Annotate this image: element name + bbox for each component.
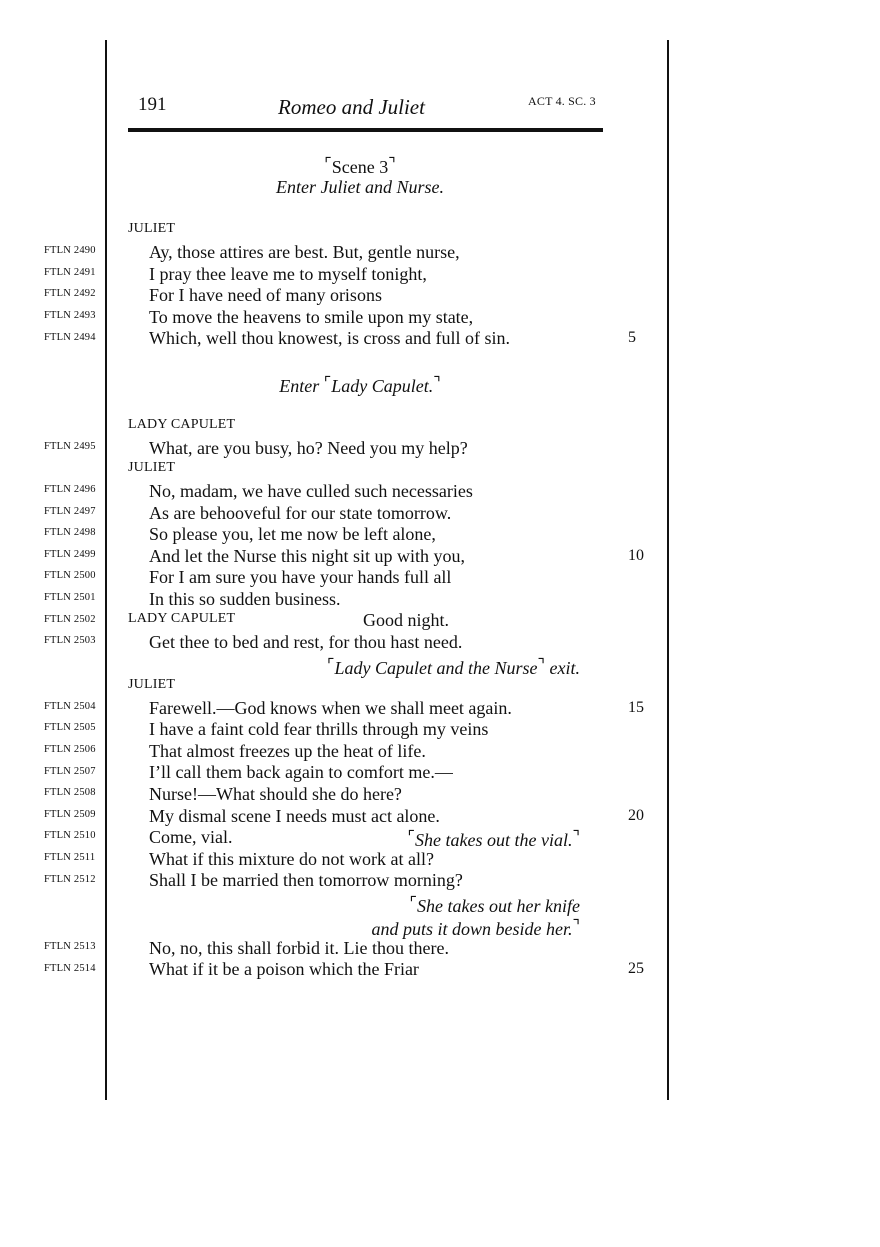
verse-line: Ay, those attires are best. But, gentle nurse, [149, 242, 460, 262]
verse-line: For I am sure you have your hands full all [149, 567, 452, 587]
verse-line: Nurse!—What should she do here? [149, 784, 402, 804]
line-number: 20 [628, 807, 644, 824]
verse-line: So please you, let me now be left alone, [149, 524, 436, 544]
ftln-label: FTLN 2506 [44, 744, 96, 755]
verse-line: I pray thee leave me to myself tonight, [149, 264, 427, 284]
ftln-label: FTLN 2501 [44, 592, 96, 603]
ftln-label: FTLN 2497 [44, 506, 96, 517]
line-number: 25 [628, 960, 644, 977]
ftln-label: FTLN 2512 [44, 874, 96, 885]
ftln-label: FTLN 2502 [44, 614, 96, 625]
verse-line: To move the heavens to smile upon my state, [149, 307, 474, 327]
verse-line: And let the Nurse this night sit up with you, [149, 546, 465, 566]
ftln-label: FTLN 2505 [44, 722, 96, 733]
stage-direction-knife: and puts it down beside her.⌝ [371, 918, 580, 939]
ftln-label: FTLN 2513 [44, 941, 96, 952]
speaker-name: LADY CAPULET [128, 611, 236, 626]
ftln-label: FTLN 2510 [44, 830, 96, 841]
verse-line: I’ll call them back again to comfort me.— [149, 762, 453, 782]
speaker-name: JULIET [128, 460, 176, 475]
ftln-label: FTLN 2496 [44, 484, 96, 495]
ftln-label: FTLN 2494 [44, 332, 96, 343]
verse-line: What if it be a poison which the Friar [149, 959, 419, 979]
verse-line: For I have need of many orisons [149, 285, 382, 305]
verse-line: Come, vial. [149, 827, 233, 847]
verse-line: What if this mixture do not work at all? [149, 849, 434, 869]
verse-line: My dismal scene I needs must act alone. [149, 806, 440, 826]
act-scene-label: ACT 4. SC. 3 [528, 94, 596, 108]
left-margin-rule [105, 40, 107, 1100]
page-number: 191 [138, 94, 167, 115]
ftln-label: FTLN 2511 [44, 852, 96, 863]
ftln-label: FTLN 2500 [44, 570, 96, 581]
line-number: 5 [628, 329, 636, 346]
line-number: 15 [628, 699, 644, 716]
ftln-label: FTLN 2514 [44, 963, 96, 974]
verse-line: Good night. [363, 610, 450, 630]
verse-line: That almost freezes up the heat of life. [149, 741, 426, 761]
stage-direction-knife: ⌜She takes out her knife [409, 895, 580, 916]
play-title: Romeo and Juliet [278, 95, 425, 119]
ftln-label: FTLN 2490 [44, 245, 96, 256]
verse-line: Get thee to bed and rest, for thou hast need. [149, 632, 463, 652]
speaker-name: JULIET [128, 221, 176, 236]
ftln-label: FTLN 2509 [44, 809, 96, 820]
verse-line: No, madam, we have culled such necessaries [149, 481, 473, 501]
verse-line: Shall I be married then tomorrow morning? [149, 870, 463, 890]
verse-line: Which, well thou knowest, is cross and full of sin. [149, 328, 510, 348]
speaker-name: JULIET [128, 677, 176, 692]
verse-line: I have a faint cold fear thrills through my veins [149, 719, 489, 739]
stage-direction-exit: ⌜Lady Capulet and the Nurse⌝ exit. [327, 657, 580, 678]
scene-heading: ⌜Scene 3⌝ [324, 156, 396, 177]
speaker-name: LADY CAPULET [128, 417, 236, 432]
right-margin-rule [667, 40, 669, 1100]
ftln-label: FTLN 2498 [44, 527, 96, 538]
line-number: 10 [628, 547, 644, 564]
stage-direction-enter: Enter ⌜Lady Capulet.⌝ [279, 375, 441, 396]
ftln-label: FTLN 2507 [44, 766, 96, 777]
ftln-label: FTLN 2508 [44, 787, 96, 798]
verse-line: As are behooveful for our state tomorrow. [149, 503, 452, 523]
verse-line: In this so sudden business. [149, 589, 341, 609]
ftln-label: FTLN 2499 [44, 549, 96, 560]
stage-direction-enter: Enter Juliet and Nurse. [276, 177, 444, 197]
ftln-label: FTLN 2495 [44, 441, 96, 452]
verse-line: Farewell.—God knows when we shall meet again. [149, 698, 512, 718]
ftln-label: FTLN 2493 [44, 310, 96, 321]
verse-line: What, are you busy, ho? Need you my help? [149, 438, 468, 458]
ftln-label: FTLN 2491 [44, 267, 96, 278]
ftln-label: FTLN 2504 [44, 701, 96, 712]
ftln-label: FTLN 2492 [44, 288, 96, 299]
stage-direction-vial: ⌜She takes out the vial.⌝ [407, 829, 580, 850]
header-rule [128, 128, 603, 132]
ftln-label: FTLN 2503 [44, 635, 96, 646]
verse-line: No, no, this shall forbid it. Lie thou there. [149, 938, 449, 958]
